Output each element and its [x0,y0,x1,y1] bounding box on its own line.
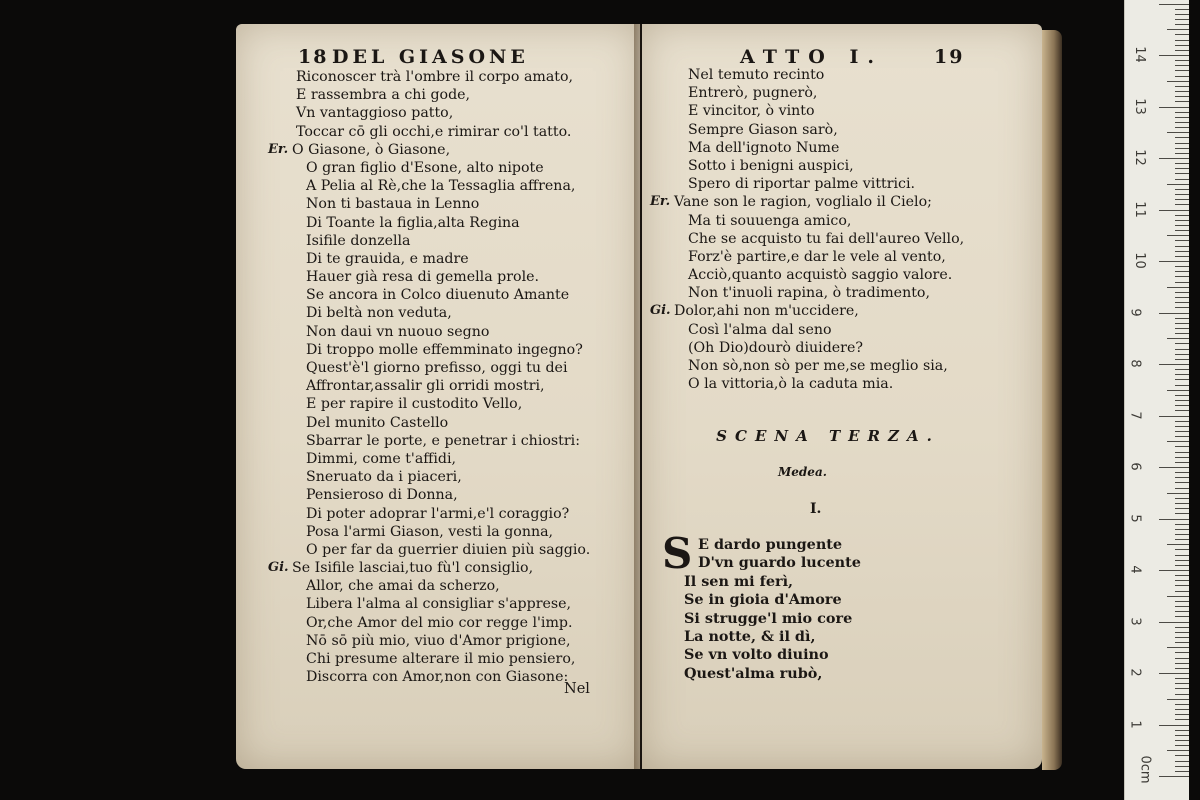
speaker-label: Gi. [268,560,289,576]
ruler-tick [1175,560,1189,561]
verse-text: Allor, che amai da scherzo, [306,578,500,595]
ruler-tick [1175,549,1189,550]
ruler-tick [1159,519,1189,520]
ruler-tick [1175,302,1189,303]
ruler-tick [1175,719,1189,720]
ruler-label: 1 [1127,719,1143,729]
verse-text: Sotto i benigni auspici, [688,157,854,174]
ruler-tick [1175,709,1189,710]
ruler-tick [1167,544,1189,545]
verse-text: Hauer già resa di gemella prole. [306,269,540,286]
ruler-tick [1175,112,1189,113]
verse-text: Di te grauida, e madre [306,250,469,267]
verse-text: Di beltà non veduta, [306,305,452,322]
ruler-tick [1175,606,1189,607]
ruler-tick [1159,4,1189,5]
verse-text: Quest'è'l giorno prefisso, oggi tu dei [306,360,568,376]
ruler-tick [1175,297,1189,298]
verse-text: Se Isifile lasciai,tuo fù'l consiglio, [292,560,534,577]
measuring-ruler [1124,0,1189,800]
ruler-label: 6 [1127,462,1143,471]
ruler-tick [1175,694,1189,695]
ruler-tick [1175,446,1189,447]
verse-text: Pensieroso di Donna, [306,487,458,504]
speaker-label: Er. [268,141,289,157]
page-number: 19 [934,46,965,68]
ruler-tick [1159,776,1189,777]
ruler-tick [1175,436,1189,437]
ruler-tick [1175,766,1189,767]
aria-line: La notte, & il dì, [684,628,816,646]
verse-text: Vane son le ragion, voglialo il Cielo; [674,194,932,211]
verse-text: Non daui vn nuouo segno [306,323,490,340]
ruler-tick [1159,313,1189,314]
ruler-tick [1175,323,1189,324]
ruler-tick [1175,565,1189,566]
ruler-tick [1175,488,1189,489]
ruler-tick [1159,55,1189,56]
ruler-tick [1175,513,1189,514]
ruler-tick [1175,137,1189,138]
running-title: DEL GIASONE [332,46,529,68]
verse-text: Forz'è partire,e dar le vele al vento, [688,248,946,265]
ruler-tick [1175,70,1189,71]
ruler-tick [1175,431,1189,432]
page-edges [1042,30,1062,770]
ruler-tick [1175,246,1189,247]
verse-text: Or,che Amor del mio cor regge l'imp. [306,614,573,631]
verse-text: Di troppo molle effemminato ingegno? [306,341,583,358]
ruler-tick [1175,555,1189,556]
ruler-tick [1175,354,1189,355]
ruler-tick [1175,168,1189,169]
ruler-tick [1175,220,1189,221]
ruler-tick [1175,276,1189,277]
ruler-label: 5 [1127,513,1143,523]
ruler-label: 3 [1127,616,1143,626]
page-number: 18 [298,46,329,68]
ruler-tick [1175,575,1189,576]
ruler-tick [1175,529,1189,530]
ruler-tick [1175,395,1189,396]
verse-text: Toccar cō gli occhi,e rimirar co'l tatto. [296,123,572,140]
ruler-tick [1175,96,1189,97]
ruler-tick [1175,60,1189,61]
scene-heading: SCENA TERZA. [716,427,940,445]
ruler-tick [1167,184,1189,185]
aria-line: D'vn guardo lucente [698,554,861,572]
ruler-tick [1159,210,1189,211]
verse-text: Sbarrar le porte, e penetrar i chiostri: [306,432,580,449]
ruler-label: 9 [1127,307,1143,317]
speaker-label: Er. [650,194,671,210]
ruler-tick [1175,349,1189,350]
ruler-tick [1167,441,1189,442]
verse-text: Sneruato da i piaceri, [306,469,462,486]
ruler-tick [1175,400,1189,401]
ruler-tick [1175,9,1189,10]
ruler-tick [1175,194,1189,195]
verse-text: A Pelia al Rè,che la Tessaglia affrena, [306,178,576,195]
ruler-tick [1175,688,1189,689]
ruler-tick [1175,591,1189,592]
ruler-tick [1175,421,1189,422]
ruler-tick [1175,163,1189,164]
verse-text: Nel temuto recinto [688,67,825,83]
ruler-label: 4 [1127,565,1143,574]
ruler-tick [1175,45,1189,46]
ruler-tick [1175,369,1189,370]
verse-text: Nō sō più mio, viuo d'Amor prigione, [306,632,571,649]
aria-line: Si strugge'l mio core [684,609,853,627]
ruler-tick [1175,539,1189,540]
ruler-tick [1175,230,1189,231]
ruler-tick [1175,101,1189,102]
open-book [236,24,1066,774]
ruler-tick [1175,385,1189,386]
ruler-tick [1175,199,1189,200]
ruler-tick [1159,416,1189,417]
verse-text: E per rapire il custodito Vello, [306,396,523,413]
ruler-label: 0cm [1137,755,1153,784]
left-page [236,24,640,769]
ruler-tick [1175,153,1189,154]
ruler-label: 8 [1127,359,1143,368]
aria-line: Se vn volto diuino [684,646,829,664]
ruler-tick [1175,343,1189,344]
ruler-tick [1175,117,1189,118]
verse-text: Affrontar,assalir gli orridi mostri, [306,378,545,395]
ruler-tick [1175,359,1189,360]
ruler-tick [1175,76,1189,77]
ruler-label: 12 [1131,149,1147,166]
ruler-tick [1175,663,1189,664]
catchword: Nel [564,681,590,697]
ruler-tick [1175,50,1189,51]
ruler-tick [1167,338,1189,339]
aria-line: Il sen mi ferì, [684,572,794,590]
character-name: Medea. [778,465,827,479]
verse-text: Dolor,ahi non m'uccidere, [674,303,859,320]
verse-text: O per far da guerrier diuien più saggio. [306,541,591,558]
ruler-tick [1159,107,1189,108]
ruler-tick [1159,673,1189,674]
ruler-tick [1175,745,1189,746]
ruler-tick [1175,462,1189,463]
ruler-tick [1167,647,1189,648]
ruler-tick [1159,725,1189,726]
ruler-tick [1175,271,1189,272]
verse-text: Così l'alma dal seno [688,321,832,338]
ruler-tick [1175,740,1189,741]
ruler-tick [1175,426,1189,427]
ruler-tick [1175,637,1189,638]
ruler-tick [1167,29,1189,30]
aria-lines [684,536,861,683]
ruler-tick [1175,65,1189,66]
ruler-tick [1175,379,1189,380]
verse-text: Che se acquisto tu fai dell'aureo Vello, [688,230,965,247]
ruler-tick [1175,632,1189,633]
ruler-tick [1175,24,1189,25]
ruler-tick [1175,410,1189,411]
speaker-label: Gi. [650,303,671,319]
ruler-tick [1175,215,1189,216]
verse-text: Di Toante la figlia,alta Regina [306,214,520,231]
ruler-tick [1175,122,1189,123]
ruler-tick [1175,714,1189,715]
ruler-tick [1159,570,1189,571]
verse-text: E rassembra a chi gode, [296,87,471,104]
verse-text: Vn vantaggioso patto, [296,105,454,122]
verse-text: Di poter adoprar l'armi,e'l coraggio? [306,505,570,522]
verse-text: E vincitor, ò vinto [688,103,815,120]
ruler-tick [1175,735,1189,736]
ruler-tick [1175,240,1189,241]
verse-text: O la vittoria,ò la caduta mia. [688,376,894,393]
ruler-tick [1167,132,1189,133]
ruler-tick [1167,596,1189,597]
ruler-tick [1175,266,1189,267]
ruler-tick [1175,642,1189,643]
ruler-tick [1175,256,1189,257]
ruler-tick [1175,225,1189,226]
ruler-tick [1175,19,1189,20]
verse-text: O Giasone, ò Giasone, [292,141,451,158]
ruler-tick [1175,40,1189,41]
ruler-tick [1175,91,1189,92]
ruler-tick [1175,580,1189,581]
ruler-tick [1175,534,1189,535]
ruler-tick [1175,452,1189,453]
ruler-tick [1175,482,1189,483]
ruler-tick [1167,699,1189,700]
ruler-tick [1159,622,1189,623]
verse-text: Chi presume alterare il mio pensiero, [306,651,576,667]
ruler-tick [1175,683,1189,684]
ruler-tick [1175,173,1189,174]
ruler-tick [1167,287,1189,288]
verse-text: Ma dell'ignoto Nume [688,139,840,156]
verse-text: Entrerò, pugnerò, [688,85,818,102]
verse-text: O gran figlio d'Esone, alto nipote [306,159,544,176]
ruler-label: 14 [1131,46,1147,63]
ruler-tick [1175,374,1189,375]
ruler-tick [1175,457,1189,458]
ruler-tick [1175,189,1189,190]
ruler-tick [1175,668,1189,669]
verse-text: Ma ti souuenga amico, [688,212,852,229]
verse-text: Dimmi, come t'affidi, [306,450,457,467]
ruler-tick [1175,14,1189,15]
verse-text: Riconoscer trà l'ombre il corpo amato, [296,69,574,85]
verse-text: Non sò,non sò per me,se meglio sia, [688,358,948,374]
ruler-tick [1175,611,1189,612]
ruler-tick [1175,652,1189,653]
ruler-tick [1175,34,1189,35]
ruler-tick [1167,750,1189,751]
ruler-tick [1175,477,1189,478]
ruler-tick [1175,127,1189,128]
ruler-tick [1167,235,1189,236]
ruler-tick [1175,503,1189,504]
ruler-tick [1175,333,1189,334]
ruler-tick [1175,771,1189,772]
ruler-tick [1175,704,1189,705]
ruler-label: 7 [1127,410,1143,420]
ruler-tick [1175,405,1189,406]
right-page [642,24,1042,769]
ruler-label: 13 [1131,97,1147,115]
ruler-tick [1175,179,1189,180]
ruler-tick [1175,204,1189,205]
verse-text: (Oh Dio)dourò diuidere? [688,339,863,356]
verse-text: Posa l'armi Giason, vesti la gonna, [306,523,554,540]
verse-text: Non ti bastaua in Lenno [306,196,480,213]
aria-line: E dardo pungente [698,536,843,553]
ruler-tick [1175,292,1189,293]
ruler-tick [1167,81,1189,82]
ruler-tick [1175,148,1189,149]
ruler-tick [1159,261,1189,262]
verse-text: Spero di riportar palme vittrici. [688,176,916,193]
ruler-tick [1175,472,1189,473]
ruler-tick [1175,658,1189,659]
verse-text: Libera l'alma al consigliar s'apprese, [306,596,572,613]
ruler-tick [1159,364,1189,365]
verse-text: Isifile donzella [306,232,411,249]
ruler-tick [1175,86,1189,87]
ruler-tick [1175,678,1189,679]
ruler-tick [1175,601,1189,602]
verse-text: Se ancora in Colco diuenuto Amante [306,287,570,304]
ruler-tick [1175,498,1189,499]
aria-line: Quest'alma rubò, [684,664,823,682]
running-title: ATTO I. [740,46,883,68]
ruler-tick [1175,307,1189,308]
ruler-tick [1175,755,1189,756]
aria-line: Se in gioia d'Amore [684,591,842,609]
ruler-tick [1167,390,1189,391]
stanza-number: I. [810,501,822,517]
verse-text: Discorra con Amor,non con Giasone: [306,669,569,686]
ruler-tick [1175,143,1189,144]
ruler-label: 10 [1131,252,1147,269]
verse-text: Non t'inuoli rapina, ò tradimento, [688,285,930,302]
ruler-tick [1175,730,1189,731]
verse-text: Sempre Giason sarò, [688,121,838,138]
ruler-tick [1175,282,1189,283]
ruler-tick [1175,616,1189,617]
verse-text: Acciò,quanto acquistò saggio valore. [688,267,953,284]
ruler-label: 11 [1131,200,1147,218]
ruler-label: 2 [1127,668,1143,677]
ruler-tick [1175,627,1189,628]
ruler-tick [1175,524,1189,525]
ruler-tick [1175,318,1189,319]
ruler-tick [1175,251,1189,252]
ruler-tick [1167,493,1189,494]
ruler-tick [1175,508,1189,509]
drop-cap: S [662,529,693,578]
ruler-tick [1175,585,1189,586]
verse-text: Del munito Castello [306,414,449,431]
ruler-tick [1159,467,1189,468]
ruler-tick [1159,158,1189,159]
ruler-tick [1175,328,1189,329]
ruler-tick [1175,761,1189,762]
